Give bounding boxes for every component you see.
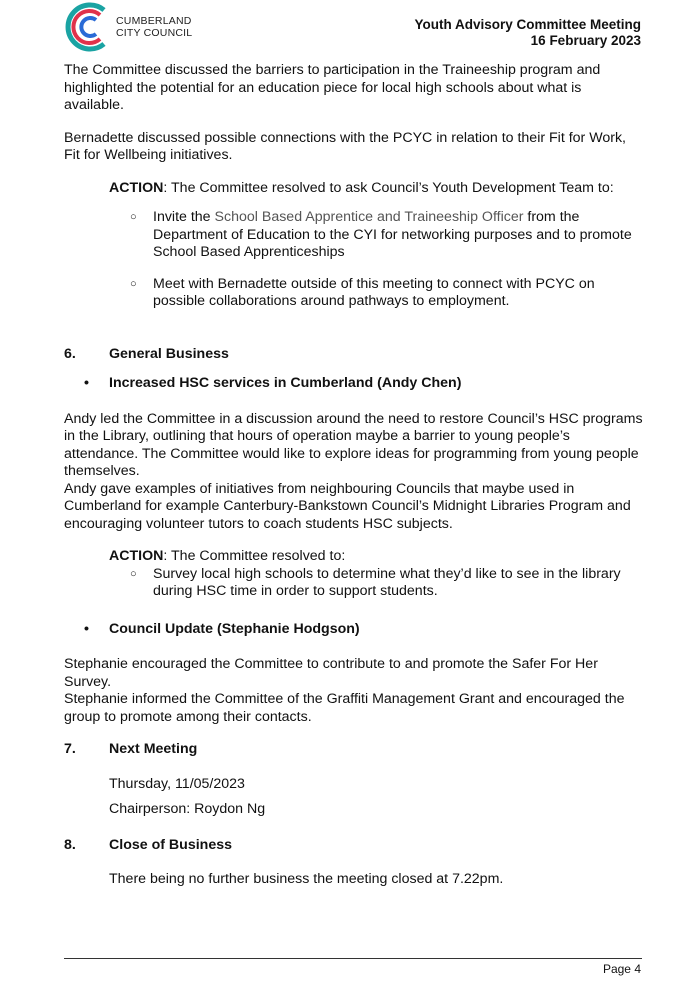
action-youth-development [109,180,644,198]
action-text: : The Committee resolved to ask Council’s Youth Development Team to: [163,179,614,196]
action-list-2 [130,566,644,601]
list-item [130,276,644,311]
action-label: ACTION [109,179,164,196]
section-heading-8 [64,837,644,855]
paragraph-graffiti: Stephanie informed the Committee of the Graffiti Management Grant and encouraged the group to promote among their contacts. [64,691,625,725]
footer-divider [64,958,642,959]
officer-name: School Based Apprentice and Traineeship Officer [214,209,524,225]
chairperson: Chairperson: Roydon Ng [109,801,266,817]
agenda-bullet-hsc [84,375,644,393]
council-logo-mark-icon [64,2,112,52]
meeting-date: 16 February 2023 [530,33,641,48]
council-name-line1: CUMBERLAND [116,15,192,27]
bullet-icon: • [84,620,89,637]
agenda-bullet-council [84,621,644,639]
paragraph-hsc: Andy led the Committee in a discussion around the need to restore Council’s HSC programs in the Library, outlining that hours of operation maybe a barrier to young people’s attendance. The Committee would like to explore ideas for programming from young people themselves. [64,410,643,479]
section-title: Next Meeting [109,741,198,757]
list-item-text: from the Department of Education to the CYI for networking purposes and to promote School Based Apprenticeships [153,209,632,260]
paragraph-pcyc: Bernadette discussed possible connections with the PCYC in relation to their Fit for Work, Fit for Wellbeing initiatives. [64,129,626,163]
section-title: Close of Business [109,836,232,853]
list-item-text: Meet with Bernadette outside of this meeting to connect with PCYC on possible collaborations around pathways to employment. [153,275,595,309]
bullet-icon: • [84,375,89,391]
section-title: General Business [109,345,229,362]
section-number: 8. [64,836,76,853]
section-number: 7. [64,741,76,757]
agenda-item-title: Increased HSC services in Cumberland (Andy Chen) [109,375,462,391]
circle-bullet-icon: ○ [130,211,137,223]
agenda-item-title: Council Update (Stephanie Hodgson) [109,620,360,637]
section-heading-7 [64,741,644,759]
section-number: 6. [64,345,76,362]
next-meeting-date: Thursday, 11/05/2023 [109,775,245,792]
minutes-body [64,62,644,889]
list-item [130,566,644,601]
paragraph-survey: Stephanie encouraged the Committee to contribute to and promote the Safer For Her Survey. [64,656,598,690]
action-list-1 [130,209,644,311]
meeting-title: Youth Advisory Committee Meeting [414,17,641,32]
page-number: Page 4 [602,962,641,976]
circle-bullet-icon: ○ [130,567,137,580]
circle-bullet-icon: ○ [130,277,137,290]
list-item [130,209,644,262]
action-survey [109,548,644,566]
meeting-header [414,17,641,49]
paragraph-initiatives: Andy gave examples of initiatives from neighbouring Councils that maybe used in Cumberland for example Canterbury-Bankstown Council’s Midnight Libraries Program and encouraging volunteer tutors to coach students HSC subjects. [64,480,631,532]
council-name [116,15,192,39]
section-heading-6 [64,346,644,364]
list-item-text: Survey local high schools to determine what they’d like to see in the library during HSC time in order to support students. [153,565,621,599]
council-logo [64,2,244,52]
paragraph-traineeship: The Committee discussed the barriers to participation in the Traineeship program and highlighted the potential for an education piece for local high schools about what is available. [64,62,601,113]
action-label: ACTION [109,548,164,564]
action-text: : The Committee resolved to: [163,548,346,564]
closing-statement: There being no further business the meeting closed at 7.22pm. [109,871,504,887]
list-item-text: Invite the [153,209,215,225]
council-name-line2: CITY COUNCIL [116,27,193,39]
